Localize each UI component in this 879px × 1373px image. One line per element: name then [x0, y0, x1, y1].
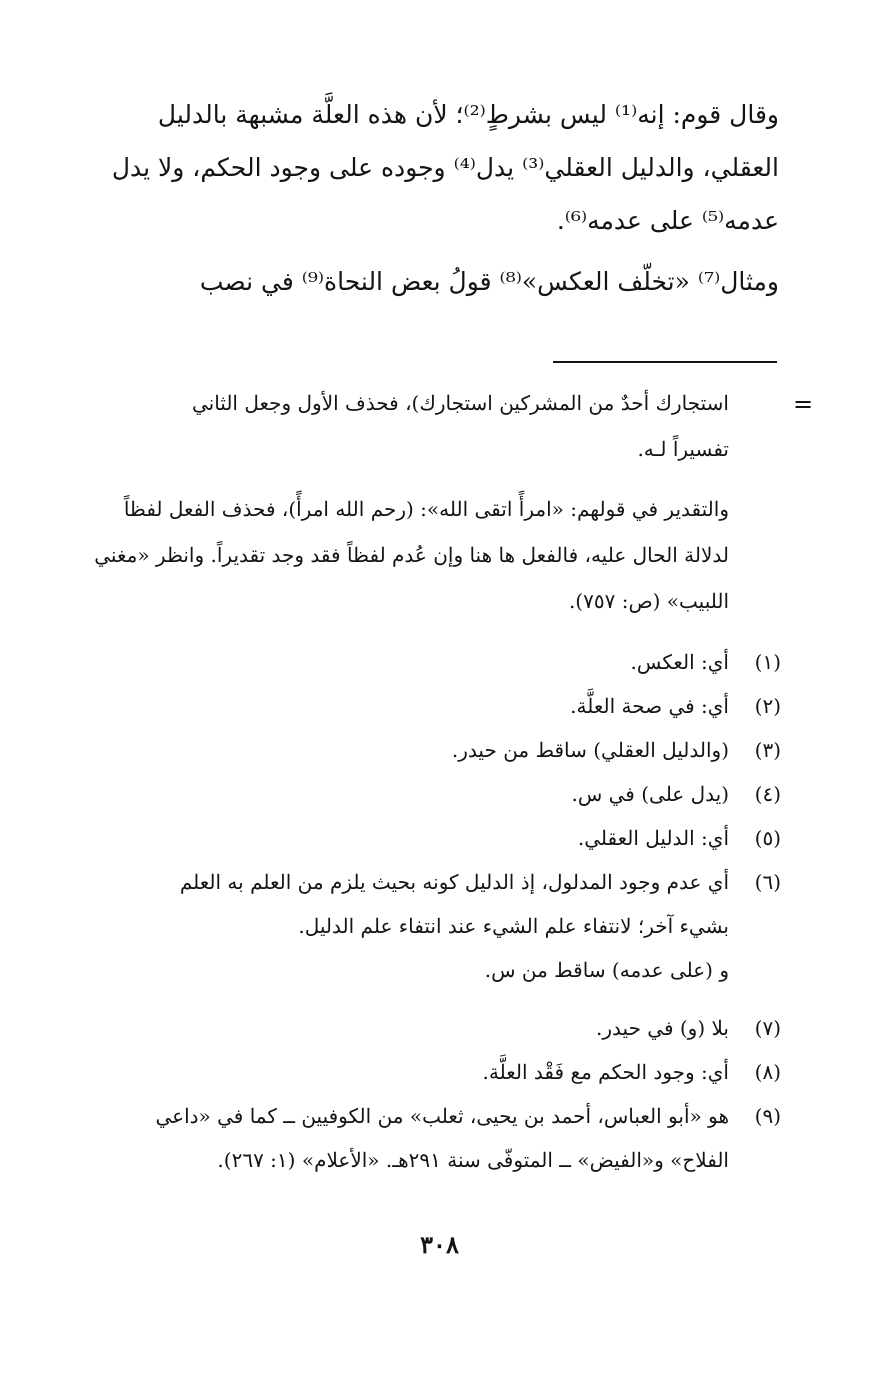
footnote-text: (يدل على) في س.: [571, 782, 729, 806]
footnote-5: [81, 816, 781, 860]
footnote-number: (٢): [754, 694, 781, 718]
footnote-separator: [553, 361, 777, 363]
footnote-number: (٣): [754, 738, 781, 762]
main-line-4: ومثال⁽⁷⁾ «تخلّف العكس»⁽⁸⁾ قولُ بعض النحاة⁽⁹⁾ في نصب: [199, 267, 779, 296]
footnote-4: [81, 772, 781, 816]
footnote-number: (٨): [754, 1060, 781, 1084]
continued-line-5: اللبيب» (ص: ٧٥٧).: [568, 589, 729, 613]
footnote-8: [81, 1050, 781, 1094]
footnote-text: بلا (و) في حيدر.: [596, 1016, 729, 1040]
footnote-3: [81, 728, 781, 772]
footnote-number: (٤): [754, 782, 781, 806]
footnote-9: [81, 1094, 781, 1182]
footnote-text: أي: وجود الحكم مع فَقْد العلَّة.: [482, 1060, 729, 1084]
footnote-text: و (على عدمه) ساقط من س.: [484, 958, 729, 982]
footnote-1: [81, 640, 781, 684]
footnote-text: أي عدم وجود المدلول، إذ الدليل كونه بحيث يلزم من العلم به العلم: [179, 870, 729, 894]
continued-line-4: لدلالة الحال عليه، فالفعل ها هنا وإن عُدم لفظاً فقد وجد تقديراً. وانظر «مغني: [94, 543, 729, 567]
footnote-text: أي: في صحة العلَّة.: [570, 694, 729, 718]
continued-line-2: تفسيراً لـه.: [637, 437, 729, 461]
footnote-number: (٧): [754, 1016, 781, 1040]
footnotes: [81, 640, 781, 1182]
footnote-number: (١): [754, 650, 781, 674]
main-line-2: العقلي، والدليل العقلي⁽³⁾ يدل⁽⁴⁾ وجوده على وجود الحكم، ولا يدل: [111, 153, 779, 182]
continued-line-1: استجارك أحدٌ من المشركين استجارك)، فحذف الأول وجعل الثاني: [191, 391, 729, 415]
main-line-1: وقال قوم: إنه⁽¹⁾ ليس بشرطٍ⁽²⁾؛ لأن هذه العلَّة مشبهة بالدليل: [157, 100, 779, 129]
footnote-text: أي: الدليل العقلي.: [577, 826, 729, 850]
main-text: [83, 88, 779, 308]
footnote-number: (٦): [754, 870, 781, 894]
footnote-text: (والدليل العقلي) ساقط من حيدر.: [451, 738, 729, 762]
footnote-text: هو «أبو العباس، أحمد بن يحيى، ثعلب» من الكوفيين ــ كما في «داعي: [155, 1104, 729, 1128]
continuation-mark: =: [793, 390, 814, 418]
footnote-6: [81, 860, 781, 992]
continued-line-3: والتقدير في قولهم: «امرأً اتقى الله»: (رحم الله امرأً)، فحذف الفعل لفظاً: [123, 497, 729, 521]
footnote-text: بشيء آخر؛ لانتفاء علم الشيء عند انتفاء علم الدليل.: [298, 914, 729, 938]
main-line-3: عدمه⁽⁵⁾ على عدمه⁽⁶⁾.: [556, 206, 779, 235]
continued-footnote: [83, 380, 729, 624]
footnote-2: [81, 684, 781, 728]
footnote-number: (٥): [754, 826, 781, 850]
footnote-number: (٩): [754, 1104, 781, 1128]
footnote-text: الفلاح» و«الفيض» ــ المتوفّى سنة ٢٩١هـ. «الأعلام» (١: ٢٦٧).: [217, 1148, 729, 1172]
footnote-text: أي: العكس.: [630, 650, 729, 674]
footnote-7: [81, 1006, 781, 1050]
page-number: ٣٠٨: [420, 1230, 459, 1259]
